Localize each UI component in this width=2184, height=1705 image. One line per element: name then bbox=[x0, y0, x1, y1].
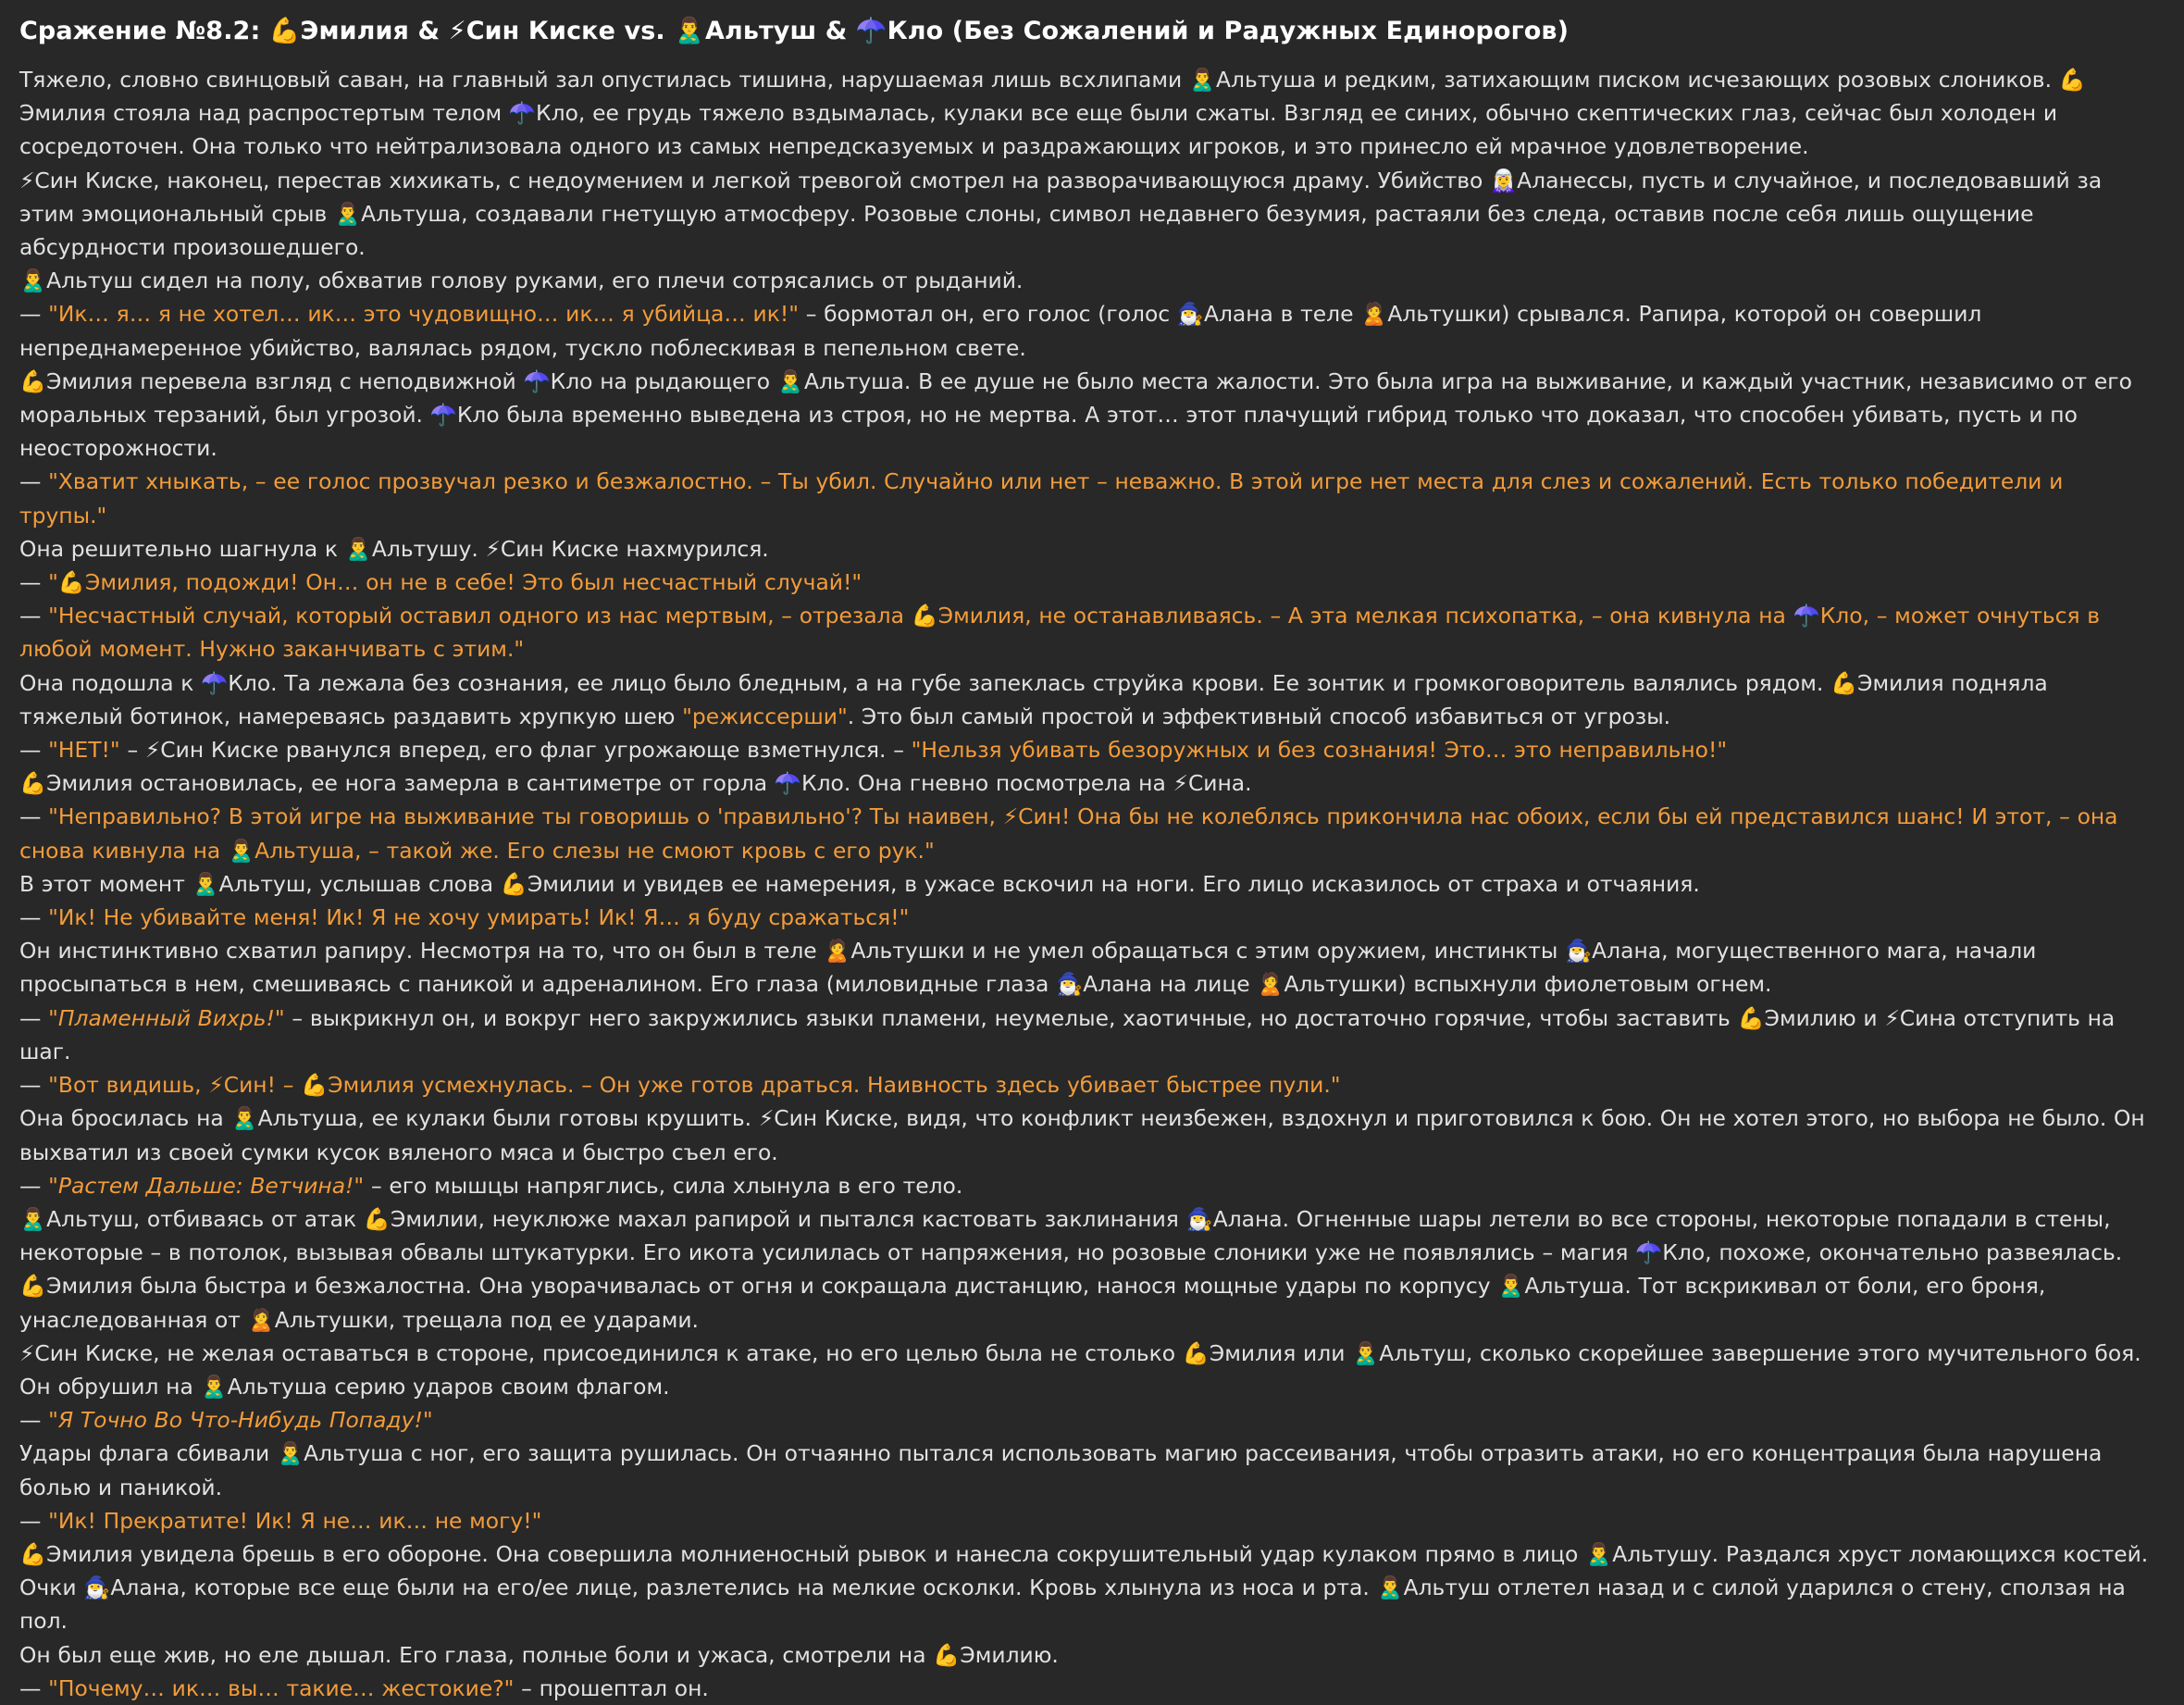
narration-text: – бормотал он, его голос (голос 🧙‍♂️Алана в теле 🙎Альтушки) срывался. Рапира, которой он совершил непреднамеренное убийство, валялась рядом, тускло поблескивая в пепельном свете. bbox=[19, 301, 1982, 361]
story-paragraph bbox=[19, 532, 2151, 566]
narration-text: — bbox=[19, 737, 49, 764]
story-paragraph bbox=[19, 264, 2151, 297]
story-paragraph bbox=[19, 901, 2151, 934]
narration-text: — bbox=[19, 1004, 49, 1031]
quoted-dialogue: "💪Эмилия, подожди! Он… он не в себе! Это был несчастный случай!" bbox=[48, 569, 862, 596]
narration-text: . Это был самый простой и эффективный способ избавиться от угрозы. bbox=[847, 703, 1671, 729]
story-paragraph bbox=[19, 666, 2151, 733]
story-paragraph bbox=[19, 1672, 2151, 1705]
quoted-dialogue: "Неправильно? В этой игре на выживание ты говоришь о 'правильно'? Ты наивен, ⚡Син! Она бы не колеблясь прикончила нас обоих, если бы ей представился шанс! И этот, – она снова кивнула на 🙎‍♂️Альтуша, – такой же. Его слезы не смоют кровь с его рук." bbox=[19, 803, 2118, 864]
narration-text: Он инстинктивно схватил рапиру. Несмотря на то, что он был в теле 🙎Альтушки и не умел обращаться с этим оружием, инстинкты 🧙‍♂️Алана, могущественного мага, начали просыпаться в нем, смешиваясь с паникой и адреналином. Его глаза (миловидные глаза 🧙‍♂️Алана на лице 🙎Альтушки) вспыхнули фиолетовым огнем. bbox=[19, 938, 2037, 998]
story-paragraph bbox=[19, 566, 2151, 599]
narration-text: В этот момент 🙎‍♂️Альтуш, услышав слова 💪Эмилии и увидев ее намерения, в ужасе вскочил на ноги. Его лицо исказилось от страха и отчаяния. bbox=[19, 870, 1700, 897]
narration-text: 💪Эмилия перевела взгляд с неподвижной ☂️Кло на рыдающего 🙎‍♂️Альтуша. В ее душе не было места жалости. Это была игра на выживание, и каждый участник, независимо от его моральных терзаний, был угрозой. ☂️Кло была временно выведена из строя, но не мертва. А этот… этот плачущий гибрид только что доказал, что способен убивать, пусть и по неосторожности. bbox=[19, 367, 2132, 462]
story-paragraph bbox=[19, 1337, 2151, 1403]
narration-text: 💪Эмилия была быстра и безжалостна. Она уворачивалась от огня и сокращала дистанцию, нанося мощные удары по корпусу 🙎‍♂️Альтуша. Тот вскрикивал от боли, его броня, унаследованная от 🙎Альтушки, трещала под ее ударами. bbox=[19, 1273, 2046, 1333]
quoted-dialogue: "Ик! Прекратите! Ик! Я не… ик… не могу!" bbox=[48, 1507, 542, 1534]
narration-text: ⚡Син Киске, наконец, перестав хихикать, с недоумением и легкой тревогой смотрел на разворачивающуюся драму. Убийство 🧝‍♀️Аланессы, пусть и случайное, и последовавший за этим эмоциональный срыв 🙎‍♂️Альтуша, создавали гнетущую атмосферу. Розовые слоны, символ недавнего безумия, растаяли без следа, оставив после себя лишь ощущение абсурдности произошедшего. bbox=[19, 167, 2103, 261]
narration-text: Удары флага сбивали 🙎‍♂️Альтуша с ног, его защита рушилась. Он отчаянно пытался использовать магию рассеивания, чтобы отразить атаки, но его концентрация была нарушена болью и паникой. bbox=[19, 1440, 2103, 1500]
story-paragraph bbox=[19, 365, 2151, 466]
narration-text: – ⚡Син Киске рванулся вперед, его флаг угрожающе взметнулся. – bbox=[119, 737, 912, 764]
story-paragraph bbox=[19, 934, 2151, 1001]
narration-text: – выкрикнул он, и вокруг него закружились языки пламени, неумелые, хаотичные, но достаточно горячие, чтобы заставить 💪Эмилию и ⚡Сина отступить на шаг. bbox=[19, 1004, 2116, 1064]
story-paragraph bbox=[19, 63, 2151, 164]
story-paragraph bbox=[19, 1269, 2151, 1336]
narration-text: – прошептал он. bbox=[514, 1674, 709, 1701]
story-paragraph bbox=[19, 465, 2151, 531]
story-paragraph bbox=[19, 800, 2151, 866]
story-paragraph bbox=[19, 164, 2151, 265]
narration-text: — bbox=[19, 1407, 49, 1434]
quoted-dialogue: "Я Точно Во Что-Нибудь Попаду!" bbox=[48, 1407, 433, 1434]
quoted-dialogue: "Ик… я… я не хотел… ик… это чудовищно… ик… я убийца… ик!" bbox=[48, 301, 799, 328]
quoted-dialogue: "Ик! Не убивайте меня! Ик! Я не хочу умирать! Ик! Я… я буду сражаться!" bbox=[48, 904, 910, 931]
narration-text: — bbox=[19, 1072, 49, 1099]
story-text bbox=[19, 63, 2151, 1705]
quoted-dialogue: "режиссерши" bbox=[682, 703, 848, 729]
narration-text: — bbox=[19, 468, 49, 495]
narration-text: 💪Эмилия остановилась, ее нога замерла в сантиметре от горла ☂️Кло. Она гневно посмотрела на ⚡Сина. bbox=[19, 770, 1252, 797]
story-paragraph bbox=[19, 1202, 2151, 1269]
story-paragraph bbox=[19, 766, 2151, 800]
story-paragraph bbox=[19, 1403, 2151, 1437]
quoted-dialogue: "Несчастный случай, который оставил одного из нас мертвым, – отрезала 💪Эмилия, не останавливаясь. – А эта мелкая психопатка, – она кивнула на ☂️Кло, – может очнуться в любой момент. Нужно заканчивать с этим." bbox=[19, 603, 2101, 663]
narration-text: — bbox=[19, 904, 49, 931]
narration-text: Она бросилась на 🙎‍♂️Альтуша, ее кулаки были готовы крушить. ⚡Син Киске, видя, что конфликт неизбежен, вздохнул и приготовился к бою. Он не хотел этого, но выбора не было. Он выхватил из своей сумки кусок вяленого мяса и быстро съел его. bbox=[19, 1105, 2145, 1165]
story-paragraph bbox=[19, 733, 2151, 766]
narration-text: Тяжело, словно свинцовый саван, на главный зал опустилась тишина, нарушаемая лишь всхлипами 🙎‍♂️Альтуша и редким, затихающим писком исчезающих розовых слоников. 💪Эмилия стояла над распростертым телом ☂️Кло, ее грудь тяжело вздымалась, кулаки все еще были сжаты. Взгляд ее синих, обычно скептических глаз, сейчас был холоден и сосредоточен. Она только что нейтрализовала одного из самых непредсказуемых и раздражающих игроков, и это принесло ей мрачное удовлетворение. bbox=[19, 67, 2086, 160]
story-paragraph bbox=[19, 1068, 2151, 1101]
story-paragraph bbox=[19, 1537, 2151, 1638]
story-paragraph bbox=[19, 599, 2151, 666]
quoted-dialogue: "НЕТ!" bbox=[48, 737, 120, 764]
story-paragraph bbox=[19, 297, 2151, 364]
narration-text: ⚡Син Киске, не желая оставаться в стороне, присоединился к атаке, но его целью была не столько 💪Эмилия или 🙎‍♂️Альтуш, сколько скорейшее завершение этого мучительного боя. Он обрушил на 🙎‍♂️Альтуша серию ударов своим флагом. bbox=[19, 1339, 2141, 1400]
narration-text: — bbox=[19, 1172, 49, 1199]
narration-text: 💪Эмилия увидела брешь в его обороне. Она совершила молниеносный рывок и нанесла сокрушительный удар кулаком прямо в лицо 🙎‍♂️Альтушу. Раздался хруст ломающихся костей. Очки 🧙‍♂️Алана, которые все еще были на его/ее лице, разлетелись на мелкие осколки. Кровь хлынула из носа и рта. 🙎‍♂️Альтуш отлетел назад и с силой ударился о стену, сползая на пол. bbox=[19, 1540, 2149, 1635]
story-paragraph bbox=[19, 1437, 2151, 1503]
narration-text: — bbox=[19, 1507, 49, 1534]
story-paragraph bbox=[19, 1504, 2151, 1537]
quoted-dialogue: "Растем Дальше: Ветчина!" bbox=[48, 1172, 365, 1199]
page-title: Сражение №8.2: 💪Эмилия & ⚡Син Киске vs. 🙎‍♂️Альтуш & ☂️Кло (Без Сожалений и Радужных Единорогов) bbox=[19, 17, 1570, 45]
narration-text: 🙎‍♂️Альтуш, отбиваясь от атак 💪Эмилии, неуклюже махал рапирой и пытался кастовать заклинания 🧙‍♂️Алана. Огненные шары летели во все стороны, некоторые попадали в стены, некоторые – в потолок, вызывая обвалы штукатурки. Его икота усилилась от напряжения, но розовые слоники уже не появлялись – магия ☂️Кло, похоже, окончательно развеялась. bbox=[19, 1205, 2123, 1266]
quoted-dialogue: "Нельзя убивать безоружных и без сознания! Это… это неправильно!" bbox=[911, 737, 1728, 764]
story-paragraph bbox=[19, 1638, 2151, 1672]
narration-text: 🙎‍♂️Альтуш сидел на полу, обхватив голову руками, его плечи сотрясались от рыданий. bbox=[19, 268, 1024, 294]
quoted-dialogue: "Вот видишь, ⚡Син! – 💪Эмилия усмехнулась. – Он уже готов драться. Наивность здесь убивает быстрее пули." bbox=[48, 1072, 1341, 1099]
story-paragraph bbox=[19, 1169, 2151, 1202]
narration-text: — bbox=[19, 301, 49, 328]
quoted-dialogue: "Пламенный Вихрь!" bbox=[48, 1004, 285, 1031]
narration-text: Она решительно шагнула к 🙎‍♂️Альтушу. ⚡Син Киске нахмурился. bbox=[19, 535, 769, 562]
narration-text: Он был еще жив, но еле дышал. Его глаза, полные боли и ужаса, смотрели на 💪Эмилию. bbox=[19, 1641, 1059, 1668]
narration-text: Она подошла к ☂️Кло. Та лежала без сознания, ее лицо было бледным, а на губе запеклась струйка крови. Ее зонтик и громкоговоритель валялись рядом. 💪Эмилия подняла тяжелый ботинок, намереваясь раздавить хрупкую шею bbox=[19, 669, 2048, 729]
narration-text: — bbox=[19, 569, 49, 596]
quoted-dialogue: "Хватит хныкать, – ее голос прозвучал резко и безжалостно. – Ты убил. Случайно или нет – неважно. В этой игре нет места для слез и сожалений. Есть только победители и трупы." bbox=[19, 468, 2064, 529]
quoted-dialogue: "Почему… ик… вы… такие… жестокие?" bbox=[48, 1674, 515, 1701]
narration-text: — bbox=[19, 603, 49, 629]
story-paragraph bbox=[19, 1101, 2151, 1168]
narration-text: — bbox=[19, 803, 49, 830]
story-paragraph bbox=[19, 867, 2151, 901]
narration-text: – его мышцы напряглись, сила хлынула в его тело. bbox=[364, 1172, 963, 1199]
story-paragraph bbox=[19, 1002, 2151, 1068]
narration-text: — bbox=[19, 1674, 49, 1701]
